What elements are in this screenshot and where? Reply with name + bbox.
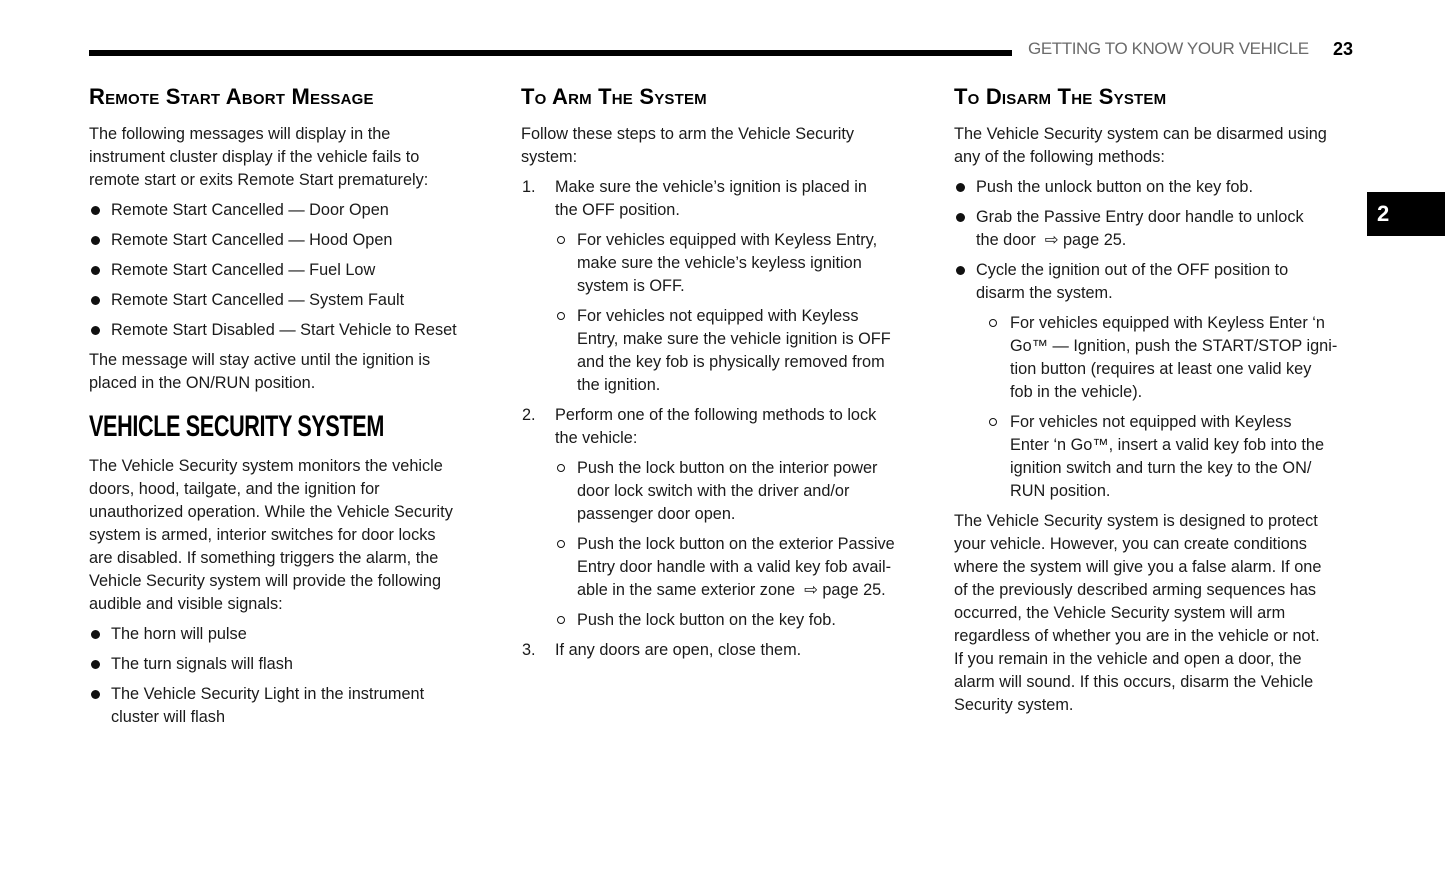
paragraph: Follow these steps to arm the Vehicle Security system: [521, 125, 855, 166]
middle-column [521, 83, 941, 662]
step-number: 1. [522, 178, 536, 196]
paragraph: The following messages will display in the instrument cluster display if the vehicle fails to remote start or exits Remote Start prematurely: [89, 125, 429, 189]
section-heading: To Arm The System [521, 84, 707, 109]
list-item: Grab the Passive Entry door handle to unlock the door ⇨ page 25. [954, 206, 1364, 252]
sub-list-item: Push the lock button on the interior power door lock switch with the driver and/or passenger door open. [521, 457, 941, 526]
step-number: 3. [522, 641, 536, 659]
paragraph: The message will stay active until the ignition is placed in the ON/RUN position. [89, 351, 431, 392]
chapter-tab: 2 [1367, 192, 1445, 236]
paragraph: The Vehicle Security system monitors the vehicle doors, hood, tailgate, and the ignition for unauthorized operation. While the Vehicle Security system is armed, interior switches for door locks are disabled. If something triggers the alarm, the Vehicle Security system will provide the following audible and visible signals: [89, 457, 453, 613]
running-title: GETTING TO KNOW YOUR VEHICLE [1028, 39, 1309, 58]
list-item: Cycle the ignition out of the OFF position to disarm the system. [954, 259, 1364, 305]
step-text: Perform one of the following methods to lock the vehicle: [555, 406, 877, 447]
left-column [89, 83, 509, 729]
section-heading: To Disarm The System [954, 84, 1167, 109]
list-item: Remote Start Cancelled — System Fault [89, 289, 509, 312]
list-item: The Vehicle Security Light in the instrument cluster will flash [89, 683, 509, 729]
list-item: The turn signals will flash [89, 653, 509, 676]
sub-list-item: For vehicles equipped with Keyless Enter ‘n Go™ — Ignition, push the START/STOP igni- tion button (requires at least one valid key fob in the vehicle). [954, 312, 1364, 404]
step-item [521, 404, 941, 450]
sub-list-item: Push the lock button on the exterior Passive Entry door handle with a valid key fob avail- able in the same exterior zone ⇨ page 25. [521, 533, 941, 602]
page-number: 23 [1333, 39, 1354, 59]
list-item: The horn will pulse [89, 623, 509, 646]
chapter-heading: VEHICLE SECURITY SYSTEM [89, 410, 384, 443]
header-rule [89, 50, 1012, 56]
section-heading: Remote Start Abort Message [89, 84, 374, 109]
list-item: Remote Start Cancelled — Fuel Low [89, 259, 509, 282]
list-item: Remote Start Disabled — Start Vehicle to Reset [89, 319, 509, 342]
sub-list-item: For vehicles not equipped with Keyless Enter ‘n Go™, insert a valid key fob into the ignition switch and turn the key to the ON/ RUN position. [954, 411, 1364, 503]
sub-list-item: Push the lock button on the key fob. [521, 609, 941, 632]
step-item [521, 176, 941, 222]
paragraph: The Vehicle Security system is designed to protect your vehicle. However, you can create conditions where the system will give you a false alarm. If one of the previously described arming sequences has occurred, the Vehicle Security system will arm regardless of whether you are in the vehicle or not. If you remain in the vehicle and open a door, the alarm will sound. If this occurs, disarm the Vehicle Security system. [954, 512, 1322, 714]
list-item: Remote Start Cancelled — Hood Open [89, 229, 509, 252]
sub-list-item: For vehicles equipped with Keyless Entry, make sure the vehicle’s keyless ignition system is OFF. [521, 229, 941, 298]
step-text: Make sure the vehicle’s ignition is placed in the OFF position. [555, 178, 867, 219]
step-item [521, 639, 941, 662]
step-text: If any doors are open, close them. [555, 641, 802, 659]
sub-list-item: For vehicles not equipped with Keyless Entry, make sure the vehicle ignition is OFF and the key fob is physically removed from the ignition. [521, 305, 941, 397]
list-item: Remote Start Cancelled — Door Open [89, 199, 509, 222]
step-number: 2. [522, 406, 536, 424]
list-item: Push the unlock button on the key fob. [954, 176, 1364, 199]
right-column [954, 83, 1364, 717]
paragraph: The Vehicle Security system can be disarmed using any of the following methods: [954, 125, 1327, 166]
